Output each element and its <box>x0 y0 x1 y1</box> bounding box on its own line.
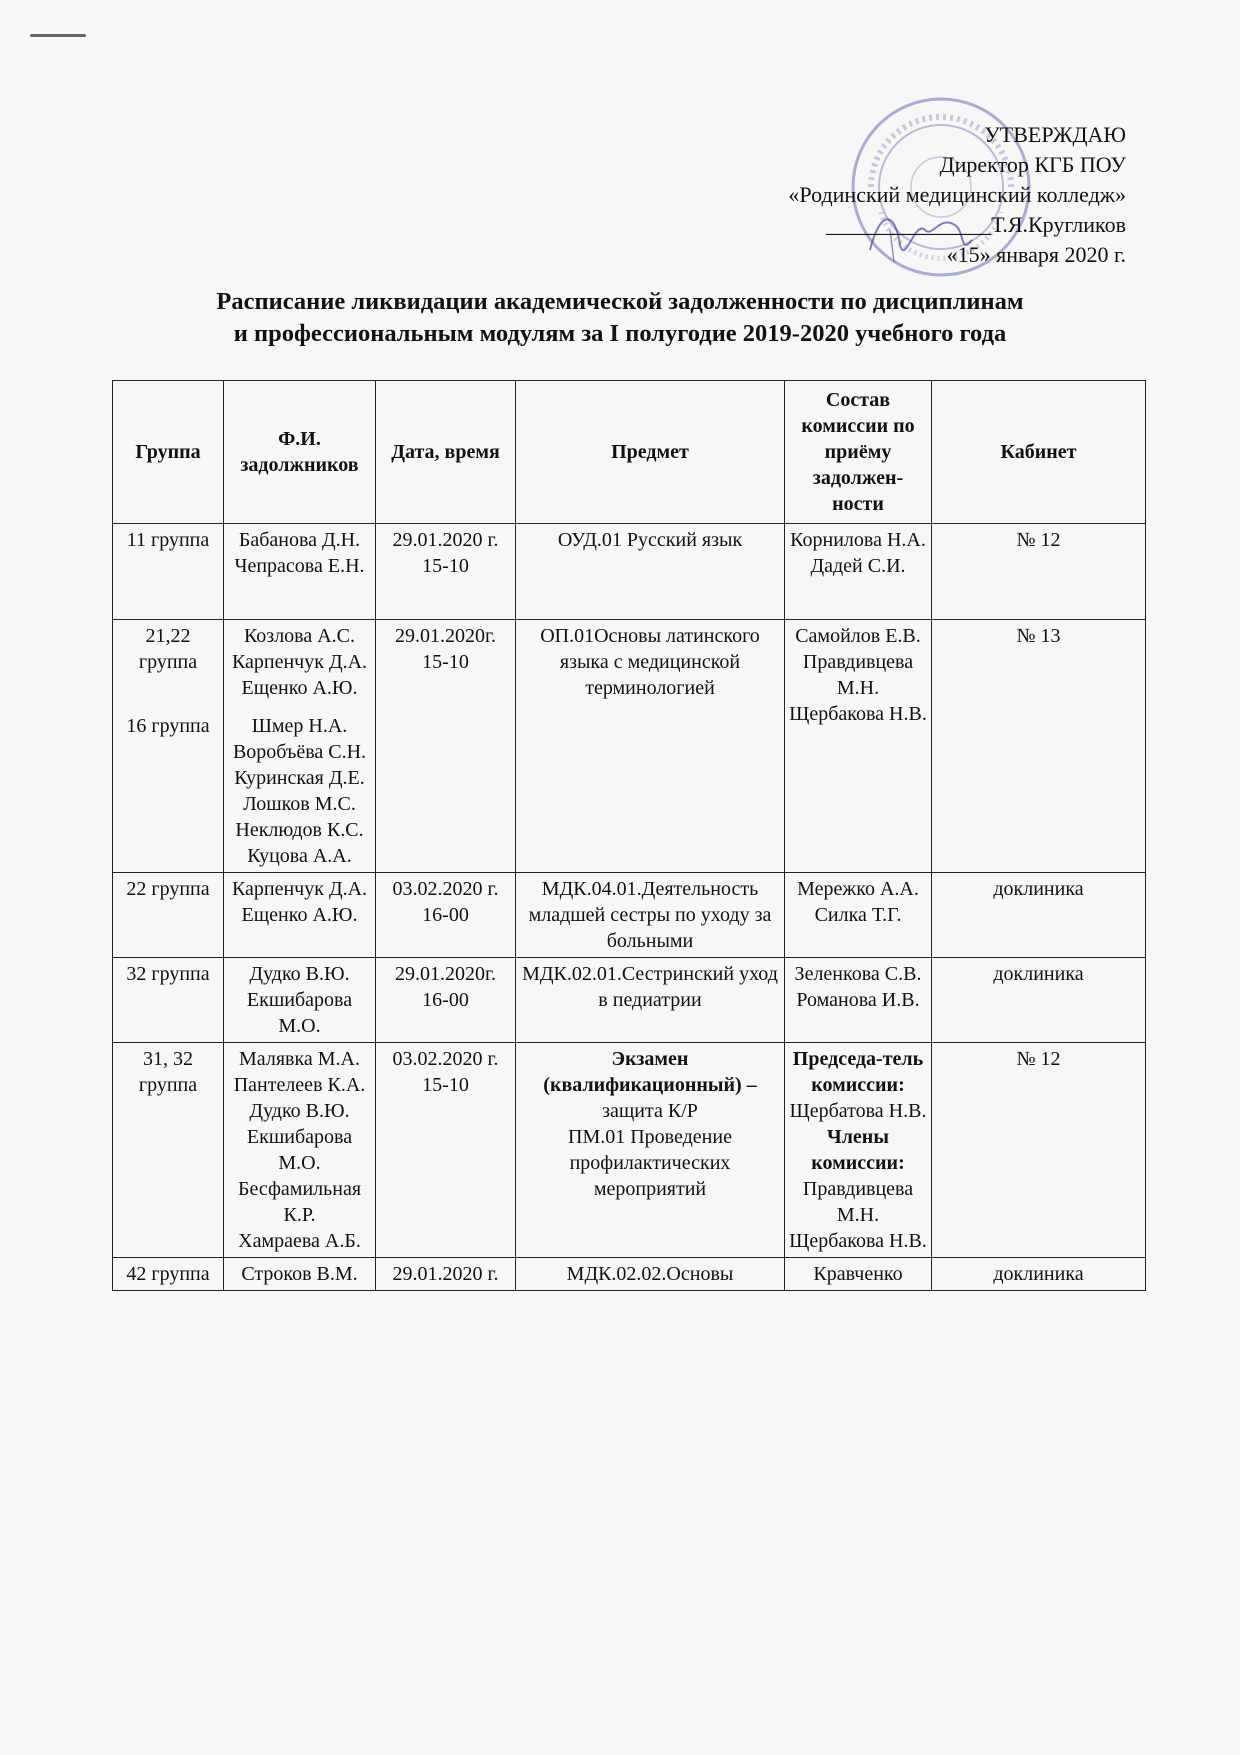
cell-datetime: 29.01.2020 г. 15-10 <box>376 524 516 620</box>
cell-room: № 12 <box>932 524 1146 620</box>
cell-datetime: 03.02.2020 г. 15-10 <box>376 1043 516 1258</box>
table-row <box>113 1258 1146 1291</box>
approval-heading: УТВЕРЖДАЮ <box>984 122 1126 147</box>
scan-edge-mark <box>30 34 86 37</box>
table-row <box>113 958 1146 1043</box>
cell-students: Дудко В.Ю. Екшибарова М.О. <box>224 958 376 1043</box>
document-title <box>0 286 1240 350</box>
cell-group: 11 группа <box>113 524 224 620</box>
cell-commission: Председа-тель комиссии: Щербатова Н.В. Члены комиссии: Правдивцева М.Н. Щербакова Н.В. <box>785 1043 932 1258</box>
cell-group: 42 группа <box>113 1258 224 1291</box>
cell-room: № 12 <box>932 1043 1146 1258</box>
title-line-1: Расписание ликвидации академической задолженности по дисциплинам <box>216 288 1024 315</box>
table-row <box>113 873 1146 958</box>
header-datetime: Дата, время <box>376 381 516 524</box>
cell-group: 31, 32 группа <box>113 1043 224 1258</box>
cell-commission: Самойлов Е.В. Правдивцева М.Н. Щербакова Н.В. <box>785 620 932 873</box>
header-students: Ф.И. задолжников <box>224 381 376 524</box>
header-group: Группа <box>113 381 224 524</box>
commission-chair-label: Председа-тель комиссии: <box>792 1048 924 1096</box>
cell-commission: Кравченко <box>785 1258 932 1291</box>
cell-commission: Мережко А.А. Силка Т.Г. <box>785 873 932 958</box>
cell-students: Малявка М.А. Пантелеев К.А. Дудко В.Ю. Екшибарова М.О. Бесфамильная К.Р. Хамраева А.Б. <box>224 1043 376 1258</box>
cell-subject: МДК.02.02.Основы <box>516 1258 785 1291</box>
commission-members-label: Члены комиссии: <box>811 1126 905 1174</box>
cell-datetime: 29.01.2020г. 15-10 <box>376 620 516 873</box>
cell-datetime: 03.02.2020 г. 16-00 <box>376 873 516 958</box>
cell-datetime: 29.01.2020 г. <box>376 1258 516 1291</box>
cell-subject: МДК.04.01.Деятельность младшей сестры по уходу за больными <box>516 873 785 958</box>
cell-room: доклиника <box>932 1258 1146 1291</box>
cell-group: 22 группа <box>113 873 224 958</box>
schedule-table <box>112 380 1146 1291</box>
approval-block <box>666 120 1126 270</box>
cell-subject: ОП.01Основы латинского языка с медицинской терминологией <box>516 620 785 873</box>
table-row <box>113 524 1146 620</box>
cell-subject: ОУД.01 Русский язык <box>516 524 785 620</box>
cell-students: Карпенчук Д.А. Ещенко А.Ю. <box>224 873 376 958</box>
cell-commission: Зеленкова С.В. Романова И.В. <box>785 958 932 1043</box>
cell-students: Строков В.М. <box>224 1258 376 1291</box>
cell-room: доклиника <box>932 958 1146 1043</box>
header-commission: Состав комиссии по приёму задолжен-ности <box>785 381 932 524</box>
header-room: Кабинет <box>932 381 1146 524</box>
cell-group: 32 группа <box>113 958 224 1043</box>
cell-subject: Экзамен (квалификационный) – защита К/Р ПМ.01 Проведение профилактических мероприятий <box>516 1043 785 1258</box>
approval-position: Директор КГБ ПОУ <box>939 152 1126 177</box>
cell-students: Козлова А.С. Карпенчук Д.А. Ещенко А.Ю. Шмер Н.А. Воробъёва С.Н. Куринская Д.Е. Лошков М.С. Неклюдов К.С. Куцова А.А. <box>224 620 376 873</box>
cell-subject: МДК.02.01.Сестринский уход в педиатрии <box>516 958 785 1043</box>
exam-title: Экзамен (квалификационный) – <box>543 1048 757 1096</box>
approval-organization: «Родинский медицинский колледж» <box>788 182 1126 207</box>
header-subject: Предмет <box>516 381 785 524</box>
cell-room: № 13 <box>932 620 1146 873</box>
approval-signature-line: _______________Т.Я.Кругликов <box>826 212 1126 237</box>
title-line-2: и профессиональным модулям за I полугодие 2019-2020 учебного года <box>233 320 1007 347</box>
cell-group: 21,22 группа 16 группа <box>113 620 224 873</box>
table-header-row <box>113 381 1146 524</box>
cell-students: Бабанова Д.Н. Чепрасова Е.Н. <box>224 524 376 620</box>
cell-commission: Корнилова Н.А. Дадей С.И. <box>785 524 932 620</box>
cell-room: доклиника <box>932 873 1146 958</box>
cell-datetime: 29.01.2020г. 16-00 <box>376 958 516 1043</box>
table-row <box>113 1043 1146 1258</box>
approval-date: «15» января 2020 г. <box>946 242 1126 267</box>
table-row <box>113 620 1146 873</box>
